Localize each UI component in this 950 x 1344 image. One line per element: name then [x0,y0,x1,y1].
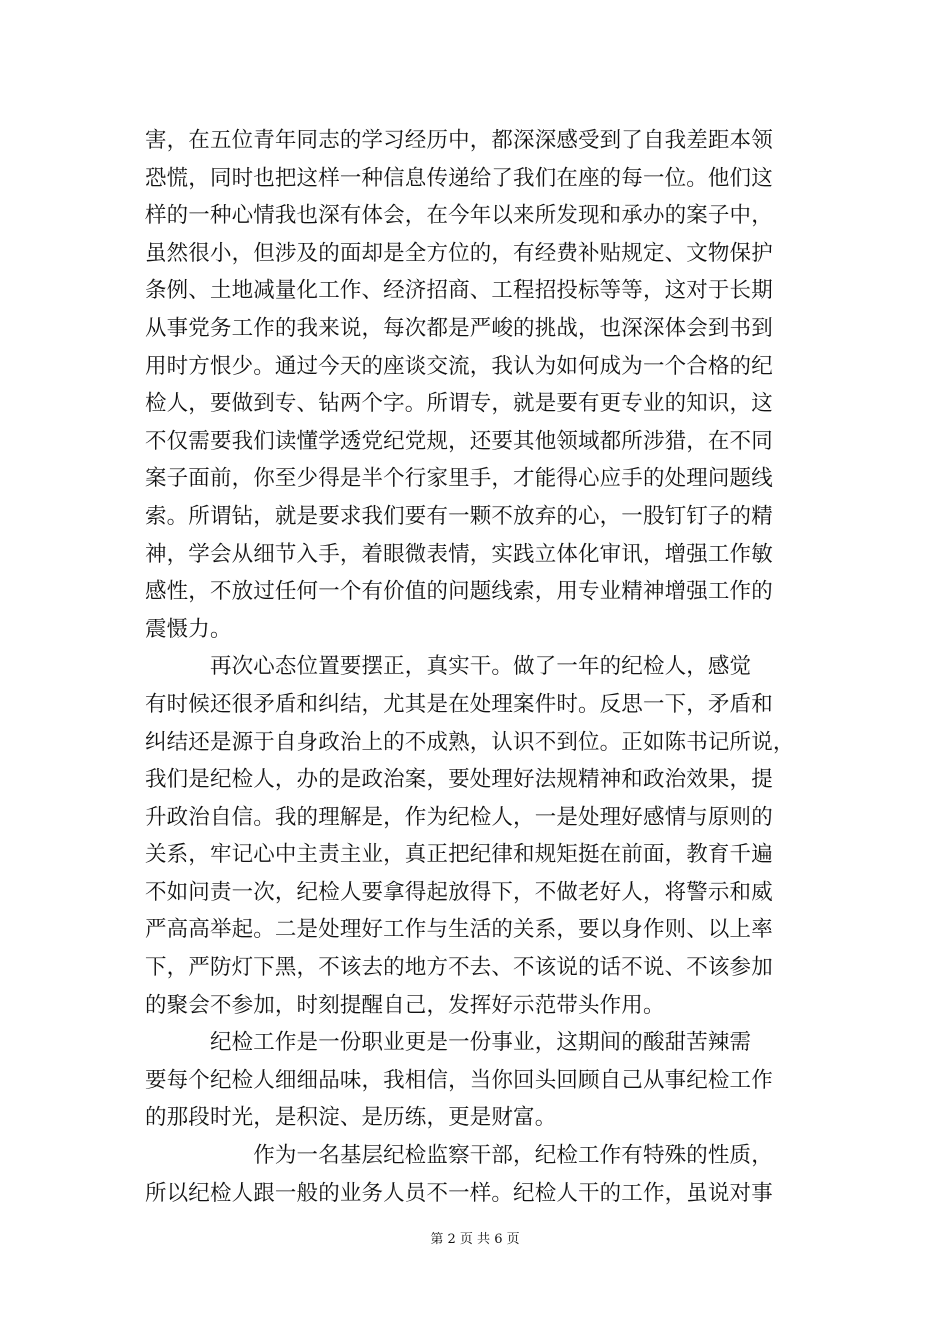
body-text [145,122,825,1212]
text-line: 样的一种心情我也深有体会，在今年以来所发现和承办的案子中， [145,203,773,229]
text-line: 神，学会从细节入手，着眼微表情，实践立体化审讯，增强工作敏 [145,541,773,567]
text-line: 所以纪检人跟一般的业务人员不一样。纪检人干的工作，虽说对事 [145,1180,773,1206]
text-line: 从事党务工作的我来说，每次都是严峻的挑战，也深深体会到书到 [145,315,773,341]
text-line: 下，严防灯下黑，不该去的地方不去、不该说的话不说、不该参加 [145,955,773,981]
text-line: 用时方恨少。通过今天的座谈交流，我认为如何成为一个合格的纪 [145,353,773,379]
text-line: 有时候还很矛盾和纠结，尤其是在处理案件时。反思一下，矛盾和 [145,691,773,717]
text-line: 震慑力。 [145,616,232,642]
text-line: 案子面前，你至少得是半个行家里手，才能得心应手的处理问题线 [145,466,773,492]
text-line: 关系，牢记心中主责主业，真正把纪律和规矩挺在前面，教育千遍 [145,842,773,868]
paragraph-start-line: 纪检工作是一份职业更是一份事业，这期间的酸甜苦辣需 [145,1030,752,1056]
text-line: 害，在五位青年同志的学习经历中，都深深感受到了自我差距本领 [145,128,773,153]
page-footer [0,1232,950,1248]
text-line: 条例、土地减量化工作、经济招商、工程招投标等等，这对于长期 [145,278,773,304]
text-line: 感性，不放过任何一个有价值的问题线索，用专业精神增强工作的 [145,579,773,605]
paragraph-start-line: 再次心态位置要摆正，真实干。做了一年的纪检人，感觉 [145,654,752,680]
text-line: 不仅需要我们读懂学透党纪党规，还要其他领域都所涉猎，在不同 [145,428,773,454]
text-line: 索。所谓钻，就是要求我们要有一颗不放弃的心，一股钉钉子的精 [145,503,773,529]
text-line: 不如问责一次，纪检人要拿得起放得下，不做老好人，将警示和威 [145,879,773,905]
text-line: 要每个纪检人细细品味，我相信，当你回头回顾自己从事纪检工作 [145,1067,773,1093]
text-line: 严高高举起。二是处理好工作与生活的关系，要以身作则、以上率 [145,917,773,943]
text-line: 的聚会不参加，时刻提醒自己，发挥好示范带头作用。 [145,992,665,1018]
text-line: 升政治自信。我的理解是，作为纪检人，一是处理好感情与原则的 [145,804,773,830]
page-number: 第 2 页 共 6 页 [430,1232,520,1247]
text-line: 虽然很小，但涉及的面却是全方位的，有经费补贴规定、文物保护 [145,240,773,266]
text-line: 的那段时光，是积淀、是历练，更是财富。 [145,1105,557,1131]
paragraph-start-line: 作为一名基层纪检监察干部，纪检工作有特殊的性质， [145,1143,773,1169]
text-line: 恐慌，同时也把这样一种信息传递给了我们在座的每一位。他们这 [145,165,773,191]
text-line: 检人，要做到专、钻两个字。所谓专，就是要有更专业的知识，这 [145,391,773,417]
text-line: 我们是纪检人，办的是政治案，要处理好法规精神和政治效果，提 [145,767,773,793]
text-line: 纠结还是源于自身政治上的不成熟，认识不到位。正如陈书记所说， [145,729,795,755]
